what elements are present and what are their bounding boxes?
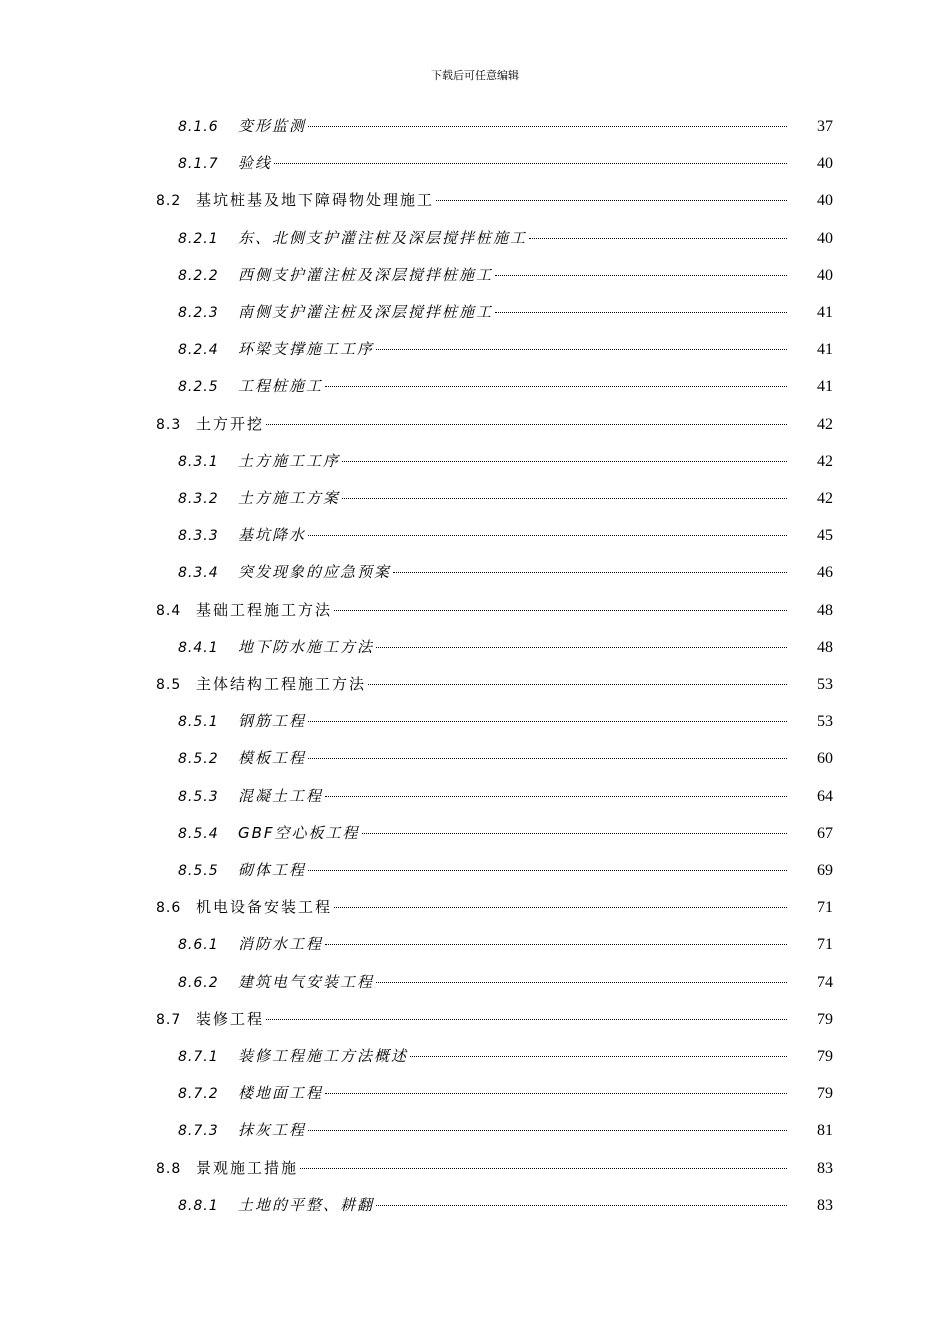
toc-entry[interactable] (0, 152, 950, 178)
toc-entry-label (0, 822, 360, 843)
toc-entry-title: 装修工程施工方法概述 (238, 1047, 409, 1065)
toc-entry-page: 40 (817, 266, 833, 284)
toc-entry-title: 西侧支护灌注桩及深层搅拌桩施工 (238, 265, 494, 284)
toc-entry-label (0, 264, 493, 285)
toc-entry[interactable] (0, 1008, 950, 1034)
toc-entry[interactable] (0, 1082, 950, 1108)
toc-entry-title: 机电设备安装工程 (196, 898, 333, 917)
toc-leader-dots (308, 758, 787, 759)
toc-entry-label (0, 338, 374, 359)
toc-leader-dots (376, 647, 787, 648)
toc-entry-page: 79 (817, 1085, 833, 1103)
toc-leader-dots (325, 1093, 787, 1094)
toc-entry-title: 土方开挖 (196, 414, 265, 433)
toc-entry-number: 8.2.5 (178, 379, 219, 396)
toc-entry[interactable] (0, 673, 950, 699)
toc-entry-label (0, 301, 493, 322)
toc-entry-page: 60 (817, 750, 833, 768)
toc-entry-number: 8.3.3 (178, 528, 219, 545)
toc-entry-label (0, 227, 527, 248)
toc-entry[interactable] (0, 971, 950, 997)
toc-entry-number: 8.8.1 (178, 1197, 219, 1214)
toc-entry-label (0, 189, 434, 210)
toc-entry-number: 8.2 (156, 193, 182, 210)
toc-entry-title: 基础工程施工方法 (196, 600, 333, 619)
toc-entry-title: 土地的平整、耕翻 (238, 1195, 375, 1214)
toc-entry-label (0, 487, 340, 508)
toc-entry-label (0, 1157, 298, 1178)
toc-entry-number: 8.5.5 (178, 863, 219, 879)
toc-entry[interactable] (0, 1157, 950, 1183)
toc-entry-title: 钢筋工程 (238, 712, 307, 731)
toc-entry-page: 41 (817, 378, 833, 396)
toc-leader-dots (376, 1205, 787, 1206)
toc-entry[interactable] (0, 301, 950, 327)
toc-entry-label (0, 1194, 374, 1215)
toc-entry-title: 建筑电气安装工程 (238, 972, 375, 991)
toc-entry-label (0, 896, 332, 917)
toc-entry-number: 8.4.1 (178, 639, 219, 656)
toc-entry-number: 8.6.1 (178, 937, 219, 954)
toc-entry-page: 53 (817, 676, 833, 693)
toc-leader-dots (308, 535, 787, 536)
toc-entry-label (0, 152, 272, 173)
toc-entry[interactable] (0, 822, 950, 848)
toc-entry-page: 48 (817, 638, 833, 656)
toc-entry-title: 南侧支护灌注桩及深层搅拌桩施工 (238, 303, 494, 321)
toc-entry-number: 8.5.2 (178, 751, 219, 768)
toc-entry-title: 地下防水施工方法 (238, 637, 375, 656)
toc-entry-number: 8.7.1 (178, 1049, 219, 1065)
toc-leader-dots (362, 833, 787, 834)
toc-entry-page: 64 (817, 787, 833, 805)
toc-entry-number: 8.5.4 (178, 825, 219, 842)
toc-entry-number: 8.3.2 (178, 491, 219, 507)
toc-entry-page: 79 (817, 1048, 833, 1065)
toc-entry-title: 变形监测 (238, 117, 307, 135)
toc-entry-title: 东、北侧支护灌注桩及深层搅拌桩施工 (238, 228, 528, 247)
toc-entry-title: 工程桩施工 (238, 377, 324, 396)
toc-entry-number: 8.7.3 (178, 1123, 219, 1140)
toc-leader-dots (308, 126, 787, 127)
toc-entry-label (0, 115, 306, 136)
toc-leader-dots (334, 610, 787, 611)
toc-leader-dots (342, 498, 787, 499)
toc-entry-page: 48 (817, 601, 833, 619)
toc-entry-label (0, 1045, 408, 1066)
toc-entry[interactable] (0, 599, 950, 625)
toc-entry-page: 53 (817, 713, 833, 731)
toc-entry[interactable] (0, 859, 950, 885)
toc-leader-dots (529, 238, 787, 239)
toc-leader-dots (436, 200, 787, 201)
toc-entry-page: 40 (817, 155, 833, 173)
toc-entry-label (0, 375, 323, 396)
toc-leader-dots (410, 1056, 787, 1057)
toc-entry[interactable] (0, 785, 950, 811)
toc-leader-dots (274, 163, 787, 164)
toc-entry-label (0, 413, 264, 434)
toc-entry[interactable] (0, 487, 950, 513)
toc-entry[interactable] (0, 524, 950, 550)
toc-entry-page: 41 (817, 304, 833, 321)
toc-leader-dots (308, 870, 787, 871)
toc-entry-title: 楼地面工程 (238, 1084, 324, 1103)
toc-entry-title: GBF空心板工程 (238, 823, 360, 842)
toc-entry[interactable] (0, 338, 950, 364)
toc-entry-title: 砌体工程 (238, 861, 307, 879)
toc-entry[interactable] (0, 636, 950, 662)
toc-leader-dots (342, 461, 787, 462)
toc-entry-label (0, 599, 332, 620)
toc-entry-number: 8.6.2 (178, 974, 219, 991)
toc-entry[interactable] (0, 227, 950, 253)
toc-entry-page: 83 (817, 1159, 833, 1177)
toc-leader-dots (325, 386, 787, 387)
toc-entry-number: 8.6 (156, 900, 182, 917)
toc-entry-number: 8.7 (156, 1011, 182, 1028)
toc-leader-dots (393, 572, 787, 573)
toc-entry-page: 81 (817, 1122, 833, 1140)
toc-leader-dots (495, 275, 787, 276)
toc-entry-number: 8.5 (156, 677, 182, 693)
toc-entry[interactable] (0, 710, 950, 736)
toc-entry-label (0, 1008, 264, 1029)
toc-entry-number: 8.8 (156, 1160, 182, 1177)
toc-entry[interactable] (0, 896, 950, 922)
toc-entry-number: 8.1.6 (178, 119, 219, 135)
toc-leader-dots (266, 424, 787, 425)
toc-entry-title: 景观施工措施 (196, 1158, 299, 1177)
toc-entry-label (0, 524, 306, 545)
toc-entry-label (0, 673, 366, 694)
toc-entry-title: 土方施工工序 (238, 451, 341, 470)
toc-leader-dots (308, 721, 787, 722)
toc-entry-page: 71 (817, 899, 833, 917)
toc-entry-title: 验线 (238, 154, 273, 173)
toc-entry-page: 37 (817, 118, 833, 135)
toc-entry[interactable] (0, 1194, 950, 1220)
toc-leader-dots (325, 796, 787, 797)
toc-entry-label (0, 450, 340, 471)
toc-leader-dots (300, 1168, 787, 1169)
toc-entry-label (0, 636, 374, 657)
toc-entry-page: 41 (817, 341, 833, 359)
toc-entry[interactable] (0, 375, 950, 401)
toc-leader-dots (376, 982, 787, 983)
toc-entry-number: 8.2.4 (178, 342, 219, 359)
toc-leader-dots (308, 1130, 787, 1131)
toc-entry[interactable] (0, 561, 950, 587)
toc-entry-label (0, 933, 323, 954)
toc-entry-page: 42 (817, 452, 833, 470)
toc-entry-number: 8.5.1 (178, 714, 219, 731)
toc-entry-title: 土方施工方案 (238, 489, 341, 507)
toc-entry-label (0, 747, 306, 768)
toc-entry-title: 基坑降水 (238, 526, 307, 545)
toc-entry-title: 环梁支撑施工工序 (238, 340, 375, 359)
toc-entry-number: 8.3 (156, 416, 182, 433)
toc-entry-page: 74 (817, 973, 833, 991)
toc-entry[interactable] (0, 413, 950, 439)
toc-leader-dots (376, 349, 787, 350)
toc-entry-page: 67 (817, 824, 833, 842)
toc-entry-title: 抹灰工程 (238, 1121, 307, 1140)
toc-leader-dots (266, 1019, 787, 1020)
toc-entry-number: 8.2.2 (178, 267, 219, 284)
toc-entry-page: 45 (817, 527, 833, 545)
toc-entry-number: 8.2.1 (178, 230, 219, 247)
toc-entry-label (0, 859, 306, 880)
toc-entry-number: 8.7.2 (178, 1086, 219, 1103)
toc-entry-number: 8.3.4 (178, 565, 219, 582)
toc-entry-page: 40 (817, 229, 833, 247)
toc-entry[interactable] (0, 1119, 950, 1145)
toc-entry[interactable] (0, 115, 950, 141)
toc-entry-number: 8.3.1 (178, 453, 219, 470)
toc-entry[interactable] (0, 747, 950, 773)
toc-entry[interactable] (0, 933, 950, 959)
toc-entry-title: 消防水工程 (238, 935, 324, 954)
toc-entry-label (0, 971, 374, 992)
toc-entry[interactable] (0, 189, 950, 215)
toc-leader-dots (495, 312, 787, 313)
toc-entry-page: 69 (817, 862, 833, 879)
toc-entry-title: 基坑桩基及地下障碍物处理施工 (196, 191, 435, 210)
toc-entry[interactable] (0, 450, 950, 476)
toc-entry-page: 83 (817, 1196, 833, 1214)
toc-entry-title: 主体结构工程施工方法 (196, 675, 367, 693)
toc-entry-title: 模板工程 (238, 749, 307, 768)
toc-entry-page: 40 (817, 192, 833, 210)
toc-entry-label (0, 785, 323, 806)
toc-entry-title: 混凝土工程 (238, 786, 324, 805)
toc-entry-label (0, 561, 391, 582)
toc-leader-dots (334, 907, 787, 908)
toc-entry-title: 突发现象的应急预案 (238, 563, 392, 582)
page-header: 下载后可任意编辑 (431, 69, 519, 82)
toc-entry-number: 8.4 (156, 602, 182, 619)
toc-entry-label (0, 1082, 323, 1103)
toc-entry[interactable] (0, 264, 950, 290)
toc-entry-page: 42 (817, 415, 833, 433)
toc-entry-label (0, 1119, 306, 1140)
toc-entry-number: 8.5.3 (178, 788, 219, 805)
toc-entry-title: 装修工程 (196, 1009, 265, 1028)
toc-entry[interactable] (0, 1045, 950, 1071)
toc-entry-label (0, 710, 306, 731)
toc-entry-page: 71 (817, 936, 833, 954)
toc-entry-page: 42 (817, 490, 833, 507)
toc-entry-number: 8.1.7 (178, 156, 219, 173)
toc-entry-page: 46 (817, 564, 833, 582)
toc-leader-dots (325, 944, 787, 945)
toc-leader-dots (368, 684, 787, 685)
toc-entry-number: 8.2.3 (178, 305, 219, 321)
toc-entry-page: 79 (817, 1010, 833, 1028)
